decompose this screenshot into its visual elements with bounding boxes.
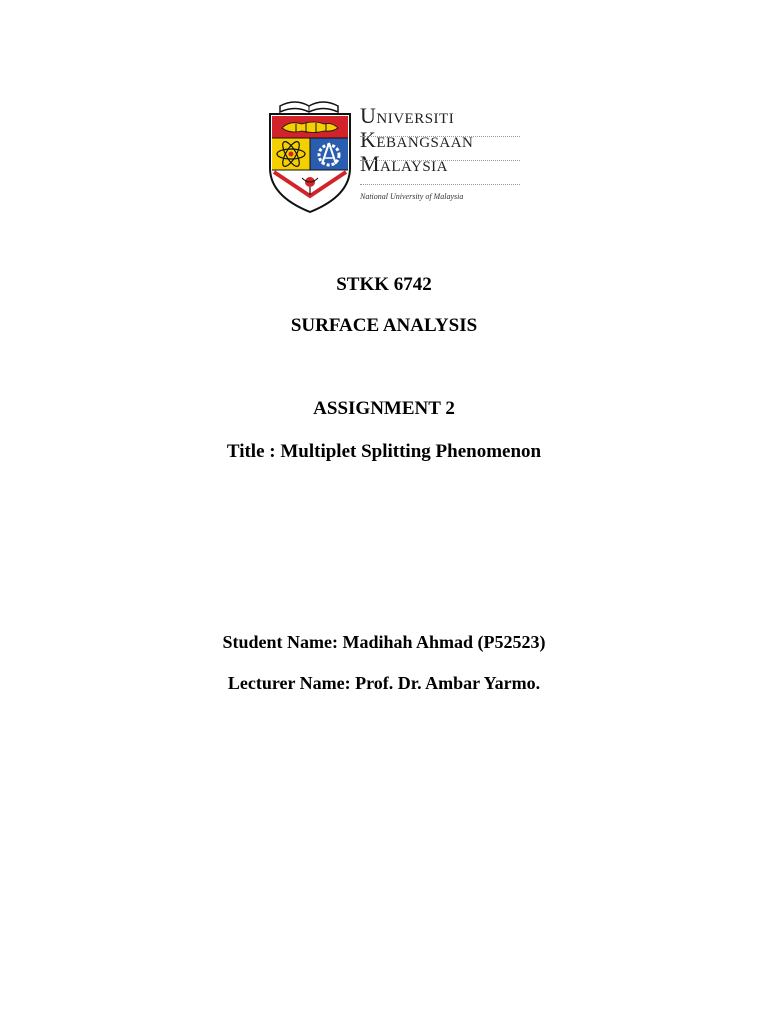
lecturer-name: Lecturer Name: Prof. Dr. Ambar Yarmo. xyxy=(227,673,541,693)
wordmark-dotted-rule xyxy=(360,160,520,161)
student-name: Student Name: Madihah Ahmad (P52523) xyxy=(222,632,546,652)
course-code: STKK 6742 xyxy=(336,274,432,295)
university-crest-icon xyxy=(262,96,358,214)
university-logo xyxy=(262,96,522,214)
assignment-number: ASSIGNMENT 2 xyxy=(313,398,455,419)
course-name: SURFACE ANALYSIS xyxy=(290,315,478,336)
wordmark-line-3: Malaysia xyxy=(360,151,449,176)
wordmark-line-2: Kebangsaan xyxy=(360,127,474,152)
wordmark-dotted-rule xyxy=(360,136,520,137)
wordmark-dotted-rule xyxy=(360,184,520,185)
wordmark-subtitle: National University of Malaysia xyxy=(360,192,464,201)
assignment-title: Title : Multiplet Splitting Phenomenon xyxy=(226,441,542,462)
university-wordmark xyxy=(360,104,525,176)
wordmark-line-1: Universiti xyxy=(360,103,455,128)
